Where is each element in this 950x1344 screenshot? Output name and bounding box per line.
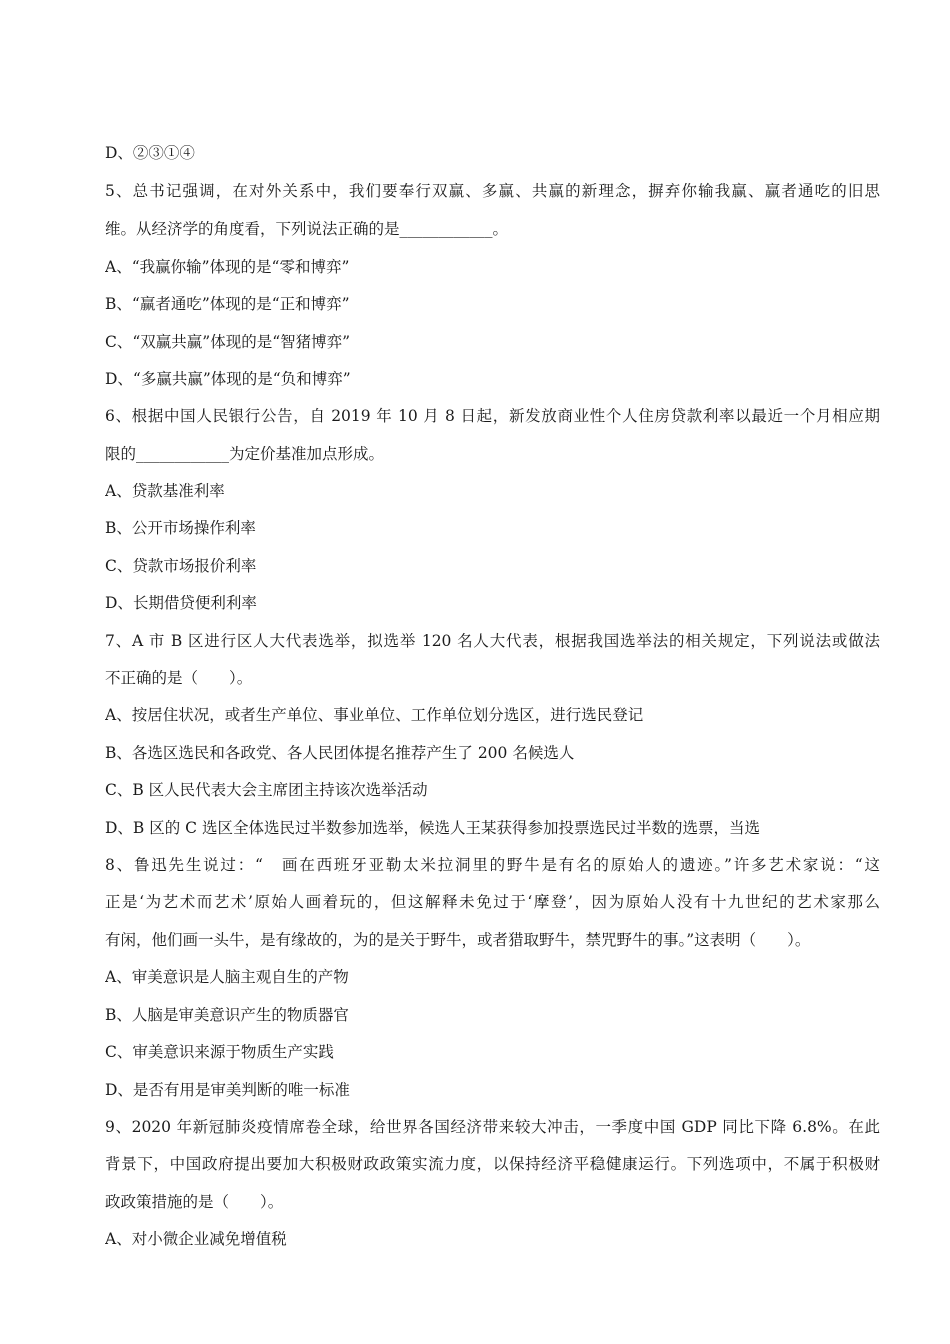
q5-option-d: D、“多赢共赢”体现的是“负和博弈” [105,370,351,388]
q7-option-a: A、按居住状况，或者生产单位、事业单位、工作单位划分选区，进行选民登记 [105,706,644,724]
q8-stem-line-3: 有闲，他们画一头牛，是有缘故的，为的是关于野牛，或者猎取野牛，禁咒野牛的事。”这表明（ ）。 [105,931,811,949]
prev-question-option-d: D、②③①④ [105,144,195,162]
q5-stem-line-1: 5、总书记强调，在对外关系中，我们要奉行双赢、多赢、共赢的新理念，摒弃你输我赢、赢者通吃的旧思 [105,182,880,200]
q7-option-c: C、B 区人民代表大会主席团主持该次选举活动 [105,781,428,799]
q9-stem-line-3: 政政策措施的是（ ）。 [105,1193,284,1211]
q9-stem-line-1: 9、2020 年新冠肺炎疫情席卷全球，给世界各国经济带来较大冲击，一季度中国 GDP 同比下降 6.8%。在此 [105,1118,880,1136]
q7-option-b: B、各选区选民和各政党、各人民团体提名推荐产生了 200 名候选人 [105,744,575,762]
q5-stem-line-2: 维。从经济学的角度看，下列说法正确的是____________。 [105,220,509,238]
q9-stem-line-2: 背景下，中国政府提出要加大积极财政政策实流力度，以保持经济平稳健康运行。下列选项中，不属于积极财 [105,1155,880,1173]
q5-option-b: B、“赢者通吃”体现的是“正和博弈” [105,295,350,313]
q5-option-a: A、“我赢你输”体现的是“零和博弈” [105,258,350,276]
q9-option-a: A、对小微企业减免增值税 [105,1230,287,1248]
q6-stem-line-2: 限的____________为定价基准加点形成。 [105,445,385,463]
q6-stem-line-1: 6、根据中国人民银行公告，自 2019 年 10 月 8 日起，新发放商业性个人住房贷款利率以最近一个月相应期 [105,407,880,425]
q7-option-d: D、B 区的 C 选区全体选民过半数参加选举，候选人王某获得参加投票选民过半数的选票，当选 [105,819,760,837]
q6-option-d: D、长期借贷便利利率 [105,594,257,612]
q6-option-c: C、贷款市场报价利率 [105,557,257,575]
q8-option-a: A、审美意识是人脑主观自生的产物 [105,968,349,986]
q7-stem-line-1: 7、A 市 B 区进行区人大代表选举，拟选举 120 名人大代表，根据我国选举法的相关规定，下列说法或做法 [105,632,880,650]
q7-stem-line-2: 不正确的是（ ）。 [105,669,253,687]
q8-option-b: B、人脑是审美意识产生的物质器官 [105,1006,349,1024]
q6-option-b: B、公开市场操作利率 [105,519,256,537]
q6-option-a: A、贷款基准利率 [105,482,225,500]
q5-option-c: C、“双赢共赢”体现的是“智猪博弈” [105,333,351,351]
q8-stem-line-1: 8、鲁迅先生说过：“ 画在西班牙亚勒太米拉洞里的野牛是有名的原始人的遗迹。”许多艺术家说：“这 [105,856,880,874]
q8-option-d: D、是否有用是审美判断的唯一标准 [105,1081,350,1099]
q8-stem-line-2: 正是‘为艺术而艺术’原始人画着玩的，但这解释未免过于‘摩登’，因为原始人没有十九世纪的艺术家那么 [105,893,880,911]
q8-option-c: C、审美意识来源于物质生产实践 [105,1043,334,1061]
